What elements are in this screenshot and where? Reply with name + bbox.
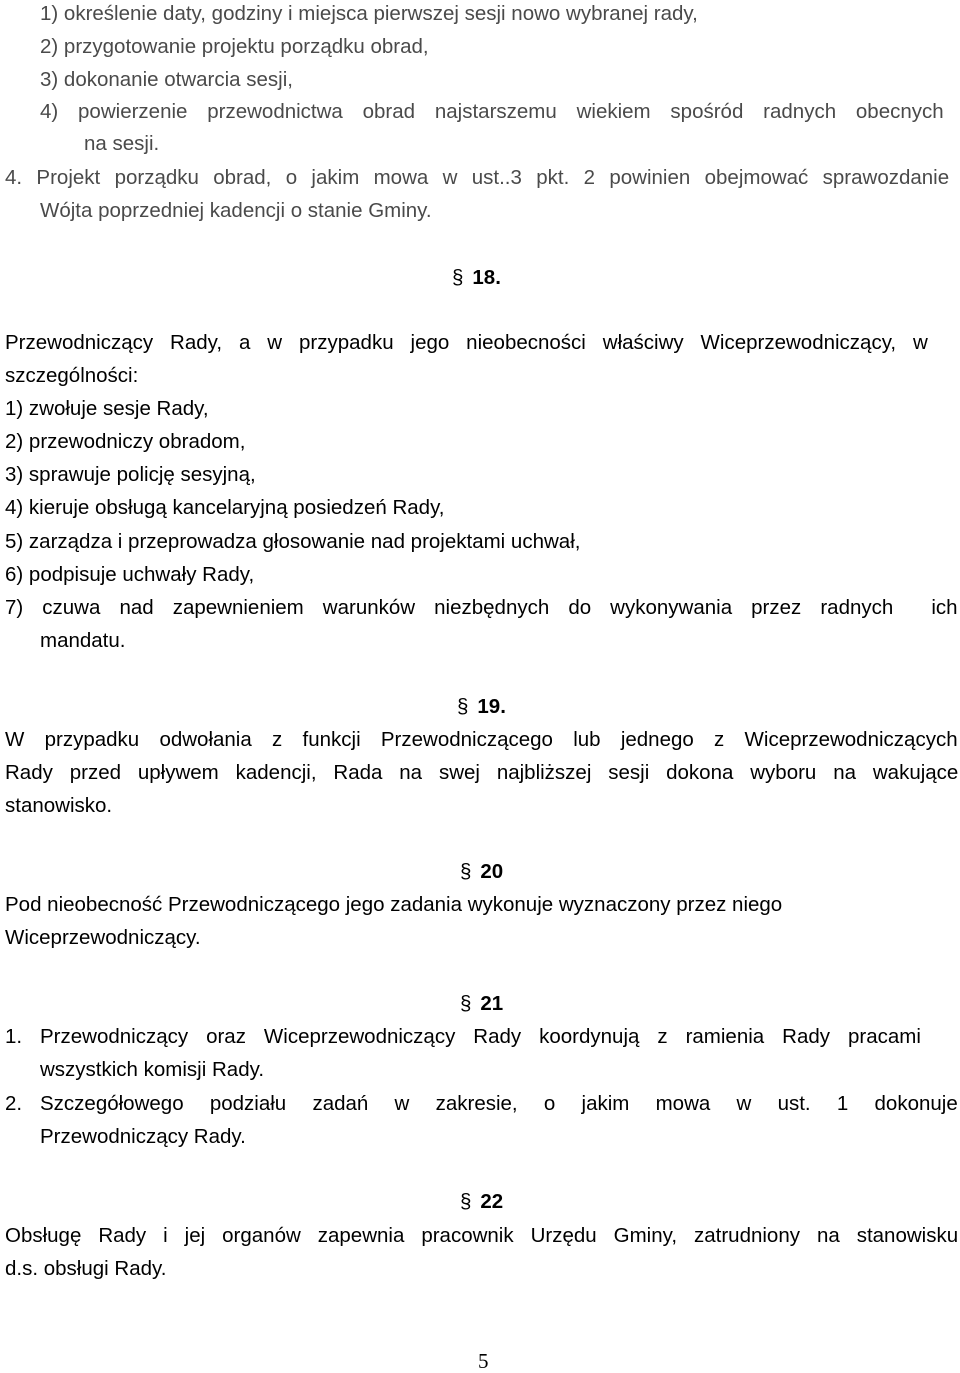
list-item bbox=[5, 598, 958, 619]
list-item: 2) przygotowanie projektu porządku obrad, bbox=[40, 35, 429, 58]
section-number: 19. bbox=[477, 695, 506, 718]
list-item: 1) zwołuje sesje Rady, bbox=[5, 397, 209, 420]
section-19-text: stanowisko. bbox=[5, 794, 113, 817]
section-number: 18. bbox=[472, 266, 501, 289]
section-18-heading bbox=[452, 268, 501, 289]
section-20-heading bbox=[460, 862, 503, 883]
paragraph-symbol: § bbox=[460, 992, 472, 1015]
section-20-text: Wiceprzewodniczący. bbox=[5, 926, 201, 949]
list-item-continuation: na sesji. bbox=[84, 132, 160, 155]
point-number: 1. bbox=[5, 1025, 23, 1048]
list-item-text: 7) czuwa nad zapewnieniem warunków niezbędnych do wykonywania przez radnych ich bbox=[5, 596, 958, 619]
point-4-line: 4. Projekt porządku obrad, o jakim mowa w ust..3 pkt. 2 powinien obejmować sprawozdanie bbox=[5, 166, 950, 189]
list-item-continuation: mandatu. bbox=[40, 629, 126, 652]
section-number: 21 bbox=[480, 992, 504, 1015]
paragraph-symbol: § bbox=[452, 266, 464, 289]
section-19-text: Rady przed upływem kadencji, Rada na swej najbliższej sesji dokona wyboru na wakujące bbox=[5, 761, 959, 784]
list-item: 3) dokonanie otwarcia sesji, bbox=[40, 68, 293, 91]
list-item: 2) przewodniczy obradom, bbox=[5, 430, 246, 453]
list-item: 6) podpisuje uchwały Rady, bbox=[5, 563, 255, 586]
section-22-heading bbox=[460, 1192, 503, 1213]
list-item: 5) zarządza i przeprowadza głosowanie nad projektami uchwał, bbox=[5, 530, 581, 553]
section-22-text: Obsługę Rady i jej organów zapewnia pracownik Urzędu Gminy, zatrudniony na stanowisku bbox=[5, 1224, 959, 1247]
section-21-point-1: wszystkich komisji Rady. bbox=[40, 1058, 265, 1081]
section-21-point-2: Przewodniczący Rady. bbox=[40, 1125, 246, 1148]
page-number: 5 bbox=[478, 1349, 489, 1373]
section-21-heading bbox=[460, 994, 503, 1015]
section-number: 20 bbox=[480, 860, 504, 883]
section-21-point-2: Szczegółowego podziału zadań w zakresie, o jakim mowa w ust. 1 dokonuje bbox=[40, 1092, 958, 1115]
point-number: 2. bbox=[5, 1092, 23, 1115]
list-item: 1) określenie daty, godziny i miejsca pierwszej sesji nowo wybranej rady, bbox=[40, 2, 698, 25]
section-21-point-1: Przewodniczący oraz Wiceprzewodniczący Rady koordynują z ramienia Rady pracami bbox=[40, 1025, 921, 1048]
paragraph-symbol: § bbox=[460, 1190, 472, 1213]
paragraph-symbol: § bbox=[457, 695, 469, 718]
section-number: 22 bbox=[480, 1190, 504, 1213]
section-19-heading bbox=[457, 697, 506, 718]
point-4-line: Wójta poprzedniej kadencji o stanie Gminy. bbox=[40, 199, 432, 222]
list-item: 3) sprawuje policję sesyjną, bbox=[5, 463, 256, 486]
list-item: 4) powierzenie przewodnictwa obrad najstarszemu wiekiem spośród radnych obecnych bbox=[40, 100, 944, 123]
section-19-text: W przypadku odwołania z funkcji Przewodniczącego lub jednego z Wiceprzewodniczących bbox=[5, 728, 958, 751]
section-22-text: d.s. obsługi Rady. bbox=[5, 1257, 167, 1280]
section-18-intro: szczególności: bbox=[5, 364, 139, 387]
section-18-intro: Przewodniczący Rady, a w przypadku jego nieobecności właściwy Wiceprzewodniczący, w bbox=[5, 331, 928, 354]
list-item: 4) kieruje obsługą kancelaryjną posiedzeń Rady, bbox=[5, 496, 445, 519]
paragraph-symbol: § bbox=[460, 860, 472, 883]
section-20-text: Pod nieobecność Przewodniczącego jego zadania wykonuje wyznaczony przez niego bbox=[5, 893, 783, 916]
